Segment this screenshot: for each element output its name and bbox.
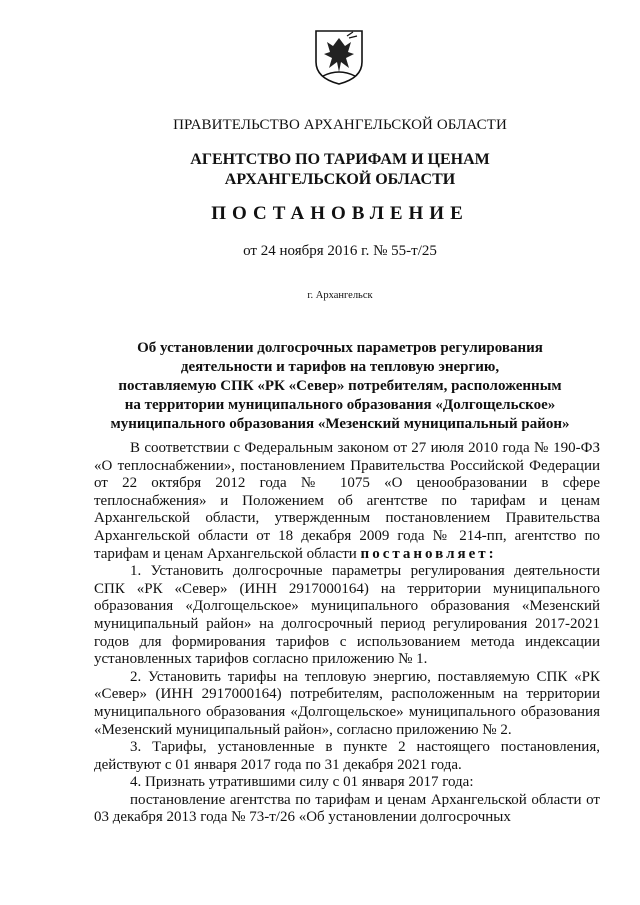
item-1: 1. Установить долгосрочные параметры регулирования деятельности СПК «РК «Север» (ИНН 2917000164) на территории муниципального образования «Долгощельское» муниципального образования «Мезенский муниципальный район» на долгосрочный период регулирования 2017-2021 годов для формирования тарифов с использованием метода индексации установленных тарифов согласно приложению № 1. bbox=[94, 563, 600, 668]
title-line: Об установлении долгосрочных параметров регулирования bbox=[137, 340, 543, 356]
title-line: на территории муниципального образования «Долгощельское» bbox=[124, 397, 556, 413]
coat-of-arms-emblem bbox=[313, 28, 365, 86]
resolves-word: постановляет: bbox=[360, 545, 497, 562]
preamble-text: В соответствии с Федеральным законом от 27 июля 2010 года № 190-ФЗ «О теплоснабжении», постановлением Правительства Российской Федерации от 22 октября 2012 года № 1075 «О ценообразовании в сфере теплоснабжения» и Положением об агентстве по тарифам и ценам Архангельской области, утвержденным постановлением Правительства Архангельской области от 18 декабря 2009 года № 214-пп, агентство по тарифам и ценам Архангельской области bbox=[94, 440, 600, 562]
item-3: 3. Тарифы, установленные в пункте 2 настоящего постановления, действуют с 01 января 2017 года по 31 декабря 2021 года. bbox=[94, 739, 600, 773]
agency-name bbox=[0, 150, 640, 190]
title-line: поставляемую СПК «РК «Север» потребителям, расположенным bbox=[118, 378, 562, 394]
item-2: 2. Установить тарифы на тепловую энергию, поставляемую СПК «РК «Север» (ИНН 2917000164) потребителям, расположенным на территории муниципального образования «Долгощельское» муниципального образования «Мезенский муниципальный район», согласно приложению № 2. bbox=[94, 668, 600, 738]
city: г. Архангельск bbox=[307, 290, 373, 301]
agency-name-line-1: АГЕНТСТВО ПО ТАРИФАМ И ЦЕНАМ bbox=[190, 151, 490, 168]
document-title bbox=[0, 339, 640, 434]
title-line: муниципального образования «Мезенский муниципальный район» bbox=[110, 416, 570, 432]
preamble-paragraph bbox=[94, 440, 600, 563]
title-line: деятельности и тарифов на тепловую энергию, bbox=[180, 359, 500, 375]
item-4: 4. Признать утратившими силу с 01 января 2017 года: bbox=[130, 774, 474, 791]
government-name: ПРАВИТЕЛЬСТВО АРХАНГЕЛЬСКОЙ ОБЛАСТИ bbox=[173, 117, 507, 133]
item-4-subitem: постановление агентства по тарифам и ценам Архангельской области от 03 декабря 2013 года № 73-т/26 «Об установлении долгосрочных bbox=[94, 791, 600, 826]
document-type: ПОСТАНОВЛЕНИЕ bbox=[211, 203, 469, 224]
document-body bbox=[94, 440, 600, 827]
agency-name-line-2: АРХАНГЕЛЬСКОЙ ОБЛАСТИ bbox=[224, 171, 456, 188]
date-and-number: от 24 ноября 2016 г. № 55-т/25 bbox=[243, 243, 437, 259]
